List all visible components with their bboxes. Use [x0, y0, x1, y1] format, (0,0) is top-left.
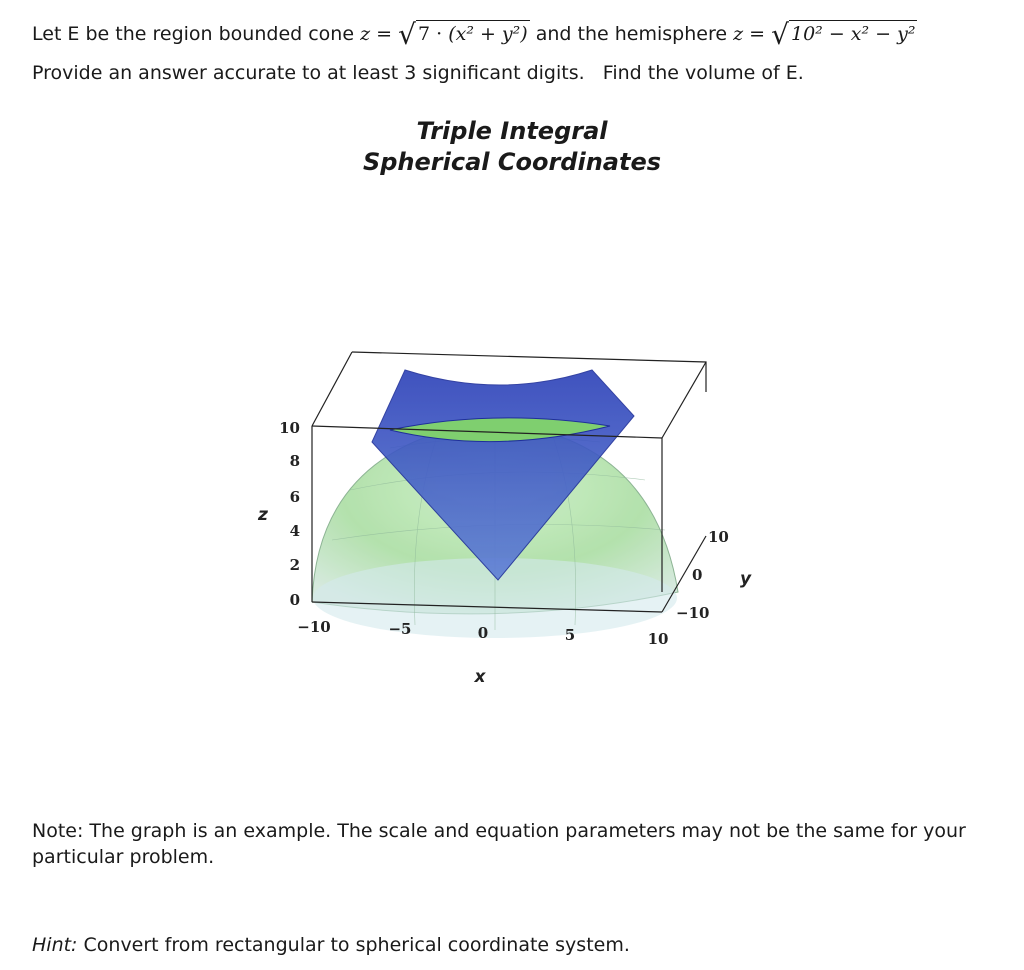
box-edge-right [662, 362, 706, 438]
x-tick-label: 0 [477, 624, 489, 642]
cone-sqrt: √ 7 · (x² + y²) [398, 18, 528, 51]
hemi-sqrt: √ 10² − x² − y² [771, 18, 916, 51]
z-tick-label: 6 [289, 488, 300, 506]
3d-plot [240, 330, 760, 690]
hemi-expr: 10² − x² − y² [789, 20, 917, 45]
y-tick-label: 10 [708, 528, 729, 546]
figure-title-line-2: Spherical Coordinates [362, 148, 662, 176]
hemi-lhs: z = [733, 23, 766, 45]
task-instruction: Find the volume of E. [602, 62, 804, 84]
x-tick-label: 10 [647, 630, 669, 648]
figure-title-line-1: Triple Integral [416, 117, 608, 145]
y-tick-label: −10 [676, 604, 710, 622]
connector-text: and the hemisphere [535, 23, 728, 45]
z-axis-label: z [258, 505, 268, 525]
x-tick-label: 5 [564, 626, 576, 644]
y-tick-label: 0 [692, 566, 703, 584]
hint [32, 934, 630, 956]
hint-label: Hint: [32, 934, 78, 956]
accuracy-instruction: Provide an answer accurate to at least 3 significant digits. [32, 62, 585, 84]
z-tick-label: 8 [289, 452, 300, 470]
cone-lhs: z = [360, 23, 393, 45]
z-tick-label: 4 [289, 522, 300, 540]
x-axis-label: x [474, 667, 486, 687]
z-tick-label: 10 [279, 419, 300, 437]
z-tick-label: 2 [289, 556, 300, 574]
note-text: Note: The graph is an example. The scale and equation parameters may not be the same for your particular problem. [32, 820, 966, 868]
cone-coef: 7 · [417, 23, 443, 45]
y-axis-label: y [740, 569, 752, 589]
z-tick-label: 0 [289, 591, 300, 609]
problem-prefix: Let E be the region bounded cone [32, 23, 355, 45]
cone-expr: (x² + y²) [448, 23, 528, 45]
box-edge-left [312, 352, 352, 426]
problem-statement-line-2 [32, 62, 804, 84]
figure-title [0, 116, 1024, 178]
x-tick-label: −5 [388, 620, 412, 638]
problem-statement-line-1 [32, 18, 917, 51]
x-tick-label: −10 [297, 618, 331, 636]
hint-text: Convert from rectangular to spherical coordinate system. [77, 934, 630, 956]
